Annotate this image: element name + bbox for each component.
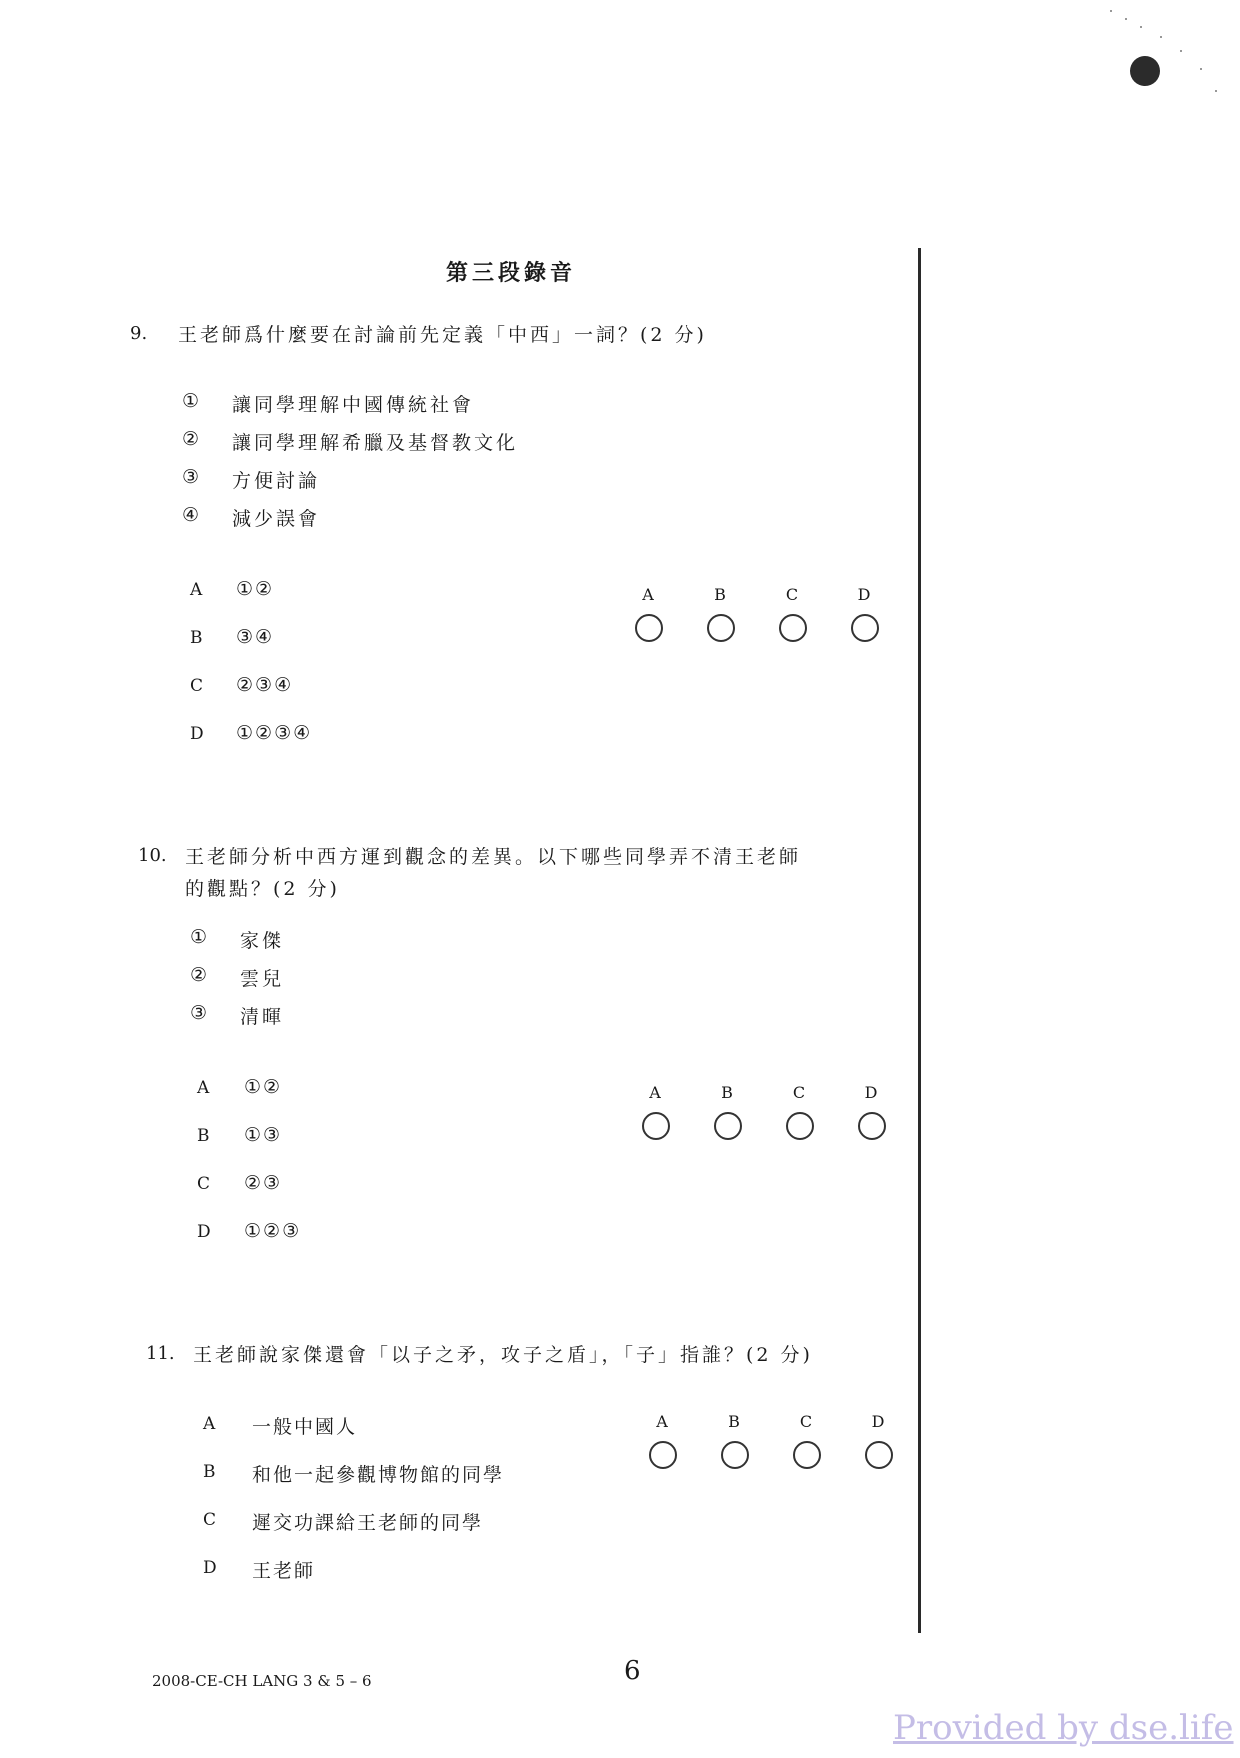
answer-bubble-c[interactable] — [786, 1112, 814, 1140]
option-text: ①②③ — [244, 1220, 302, 1242]
bubble-letter: B — [714, 585, 726, 604]
option-letter: D — [190, 724, 204, 744]
scan-speckle — [1140, 26, 1142, 28]
statement-mark: ③ — [190, 1002, 208, 1024]
scan-speckle — [1180, 50, 1182, 52]
answer-bubble-a[interactable] — [649, 1441, 677, 1469]
statement-text: 方便討論 — [232, 470, 321, 492]
option-letter: D — [197, 1222, 211, 1242]
punch-hole-mark — [1130, 56, 1160, 86]
question-number: 10. — [138, 845, 167, 866]
answer-bubble-c[interactable] — [779, 614, 807, 642]
statement-mark: ② — [190, 964, 208, 986]
statement-text: 清暉 — [240, 1006, 285, 1028]
question-text: 王老師分析中西方運到觀念的差異。以下哪些同學弄不清王老師 — [185, 846, 802, 868]
bubble-letter: A — [649, 1083, 661, 1102]
statement-text: 讓同學理解中國傳統社會 — [232, 394, 475, 416]
option-text: ③④ — [236, 626, 275, 648]
bubble-letter: C — [785, 585, 799, 604]
option-letter: C — [190, 676, 204, 696]
answer-bubble-b[interactable] — [721, 1441, 749, 1469]
bubble-letter: B — [728, 1412, 740, 1431]
scan-speckle — [1110, 10, 1112, 12]
section-title: 第三段錄音 — [446, 261, 577, 286]
answer-bubble-c[interactable] — [793, 1441, 821, 1469]
option-text: ②③ — [244, 1172, 283, 1194]
question-number: 11. — [146, 1343, 175, 1364]
statement-text: 讓同學理解希臘及基督教文化 — [232, 432, 519, 454]
option-text: 遲交功課給王老師的同學 — [252, 1512, 484, 1534]
bubble-letter: C — [792, 1083, 806, 1102]
option-text: ①②③④ — [236, 722, 313, 744]
question-number: 9. — [130, 323, 148, 344]
option-letter: C — [197, 1174, 211, 1194]
answer-bubble-b[interactable] — [714, 1112, 742, 1140]
option-text: 王老師 — [252, 1560, 316, 1582]
statement-mark: ① — [182, 390, 200, 412]
bubble-letter: B — [721, 1083, 733, 1102]
bubble-letter: A — [656, 1412, 668, 1431]
bubble-letter: D — [864, 1083, 878, 1102]
bubble-letter: D — [857, 585, 871, 604]
option-text: ②③④ — [236, 674, 294, 696]
bubble-letter: A — [642, 585, 654, 604]
option-letter: A — [190, 580, 203, 600]
option-text: 和他一起參觀博物館的同學 — [252, 1464, 505, 1486]
option-letter: B — [197, 1126, 210, 1146]
answer-bubble-d[interactable] — [858, 1112, 886, 1140]
statement-text: 減少誤會 — [232, 508, 321, 530]
statement-mark: ③ — [182, 466, 200, 488]
statement-text: 家傑 — [240, 930, 285, 952]
answer-bubble-a[interactable] — [642, 1112, 670, 1140]
bubble-letter: D — [871, 1412, 885, 1431]
paper-code: 2008-CE-CH LANG 3 & 5 – 6 — [152, 1672, 372, 1690]
option-letter: A — [197, 1078, 210, 1098]
statement-text: 雲兒 — [240, 968, 285, 990]
question-text: 的觀點？(2 分) — [185, 878, 340, 900]
answer-column-rule — [918, 248, 921, 1633]
answer-bubble-b[interactable] — [707, 614, 735, 642]
page-number: 6 — [624, 1656, 641, 1686]
option-letter: A — [203, 1414, 216, 1434]
scan-speckle — [1215, 90, 1217, 92]
option-text: ①② — [236, 578, 275, 600]
option-letter: B — [203, 1462, 216, 1482]
watermark-link[interactable]: Provided by dse.life — [893, 1708, 1234, 1748]
option-letter: D — [203, 1558, 217, 1578]
statement-mark: ② — [182, 428, 200, 450]
bubble-letter: C — [799, 1412, 813, 1431]
option-text: 一般中國人 — [252, 1416, 358, 1438]
option-text: ①③ — [244, 1124, 283, 1146]
option-letter: B — [190, 628, 203, 648]
option-text: ①② — [244, 1076, 283, 1098]
scan-speckle — [1125, 18, 1127, 20]
statement-mark: ④ — [182, 504, 200, 526]
scan-speckle — [1200, 68, 1202, 70]
answer-bubble-a[interactable] — [635, 614, 663, 642]
answer-bubble-d[interactable] — [851, 614, 879, 642]
answer-bubble-d[interactable] — [865, 1441, 893, 1469]
question-text: 王老師爲什麼要在討論前先定義「中西」一詞？(2 分) — [178, 324, 707, 346]
option-letter: C — [203, 1510, 217, 1530]
question-text: 王老師說家傑還會「以子之矛，攻子之盾」，「子」指誰？(2 分) — [193, 1344, 813, 1366]
statement-mark: ① — [190, 926, 208, 948]
scan-speckle — [1160, 36, 1162, 38]
